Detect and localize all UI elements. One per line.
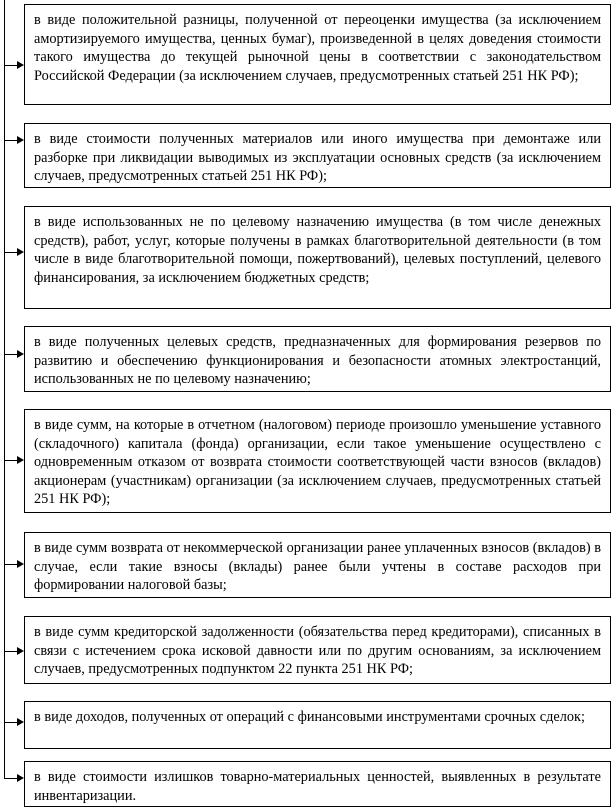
- income-item-text-9: в виде стоимости излишков товарно-материальных ценностей, выявленных в результате инвентаризации.: [34, 769, 601, 804]
- income-item-text-8: в виде доходов, полученных от операций с финансовыми инструментами срочных сделок;: [34, 709, 585, 725]
- income-item-text-5: в виде сумм, на которые в отчетном (налоговом) периоде произошло уменьшение уставного (складочного) капитала (фонда) организации, если такое уменьшение осуществлено с одновременным отказом от возврата стоимости соответствующей части взносов (вкладов) акционерам (участникам) организации (за исключением случаев, предусмотренных статьей 251 НК РФ);: [34, 417, 601, 508]
- arrow-head-2: [17, 136, 24, 144]
- income-item-text-1: в виде положительной разницы, полученной от переоценки имущества (за исключением амортизируемого имущества, ценных бумаг), произведенной в целях доведения стоимости такого имущества до текущей рыночной цены в соответствии с законодательством Российской Федерации (за исключением случаев, предусмотренных статьей 251 НК РФ);: [34, 12, 601, 84]
- income-item-text-3: в виде использованных не по целевому назначению имущества (в том числе денежных средств), работ, услуг, которые получены в рамках благотворительной деятельности (в том числе в виде благотворительной помощи, пожертвований), целевых поступлений, целевого финансирования, за исключением бюджетных средств;: [34, 214, 601, 286]
- arrow-head-4: [17, 350, 24, 358]
- income-item-box-9: [24, 761, 611, 807]
- income-item-text-7: в виде сумм кредиторской задолженности (обязательства перед кредиторами), списанных в связи с истечением срока исковой давности или по другим основаниям, за исключением случаев, предусмотренных подпунктом 22 пункта 251 НК РФ;: [34, 624, 601, 678]
- income-item-text-6: в виде сумм возврата от некоммерческой организации ранее уплаченных взносов (вкладов) в случае, если такие взносы (вклады) ранее были учтены в составе расходов при формировании налоговой базы;: [34, 540, 601, 594]
- arrow-head-1: [17, 61, 24, 69]
- income-item-text-4: в виде полученных целевых средств, предназначенных для формирования резервов по развитию и обеспечению функционирования и безопасности атомных электростанций, использованных не по целевому назначению;: [34, 334, 601, 388]
- income-item-box-5: [24, 409, 611, 513]
- income-item-box-8: [24, 701, 611, 749]
- arrow-head-3: [17, 248, 24, 256]
- vertical-connector-line: [4, 0, 5, 778]
- arrow-head-9: [17, 774, 24, 782]
- arrow-head-5: [17, 456, 24, 464]
- arrow-head-6: [17, 560, 24, 568]
- income-item-box-2: [24, 123, 611, 188]
- income-item-box-1: [24, 4, 611, 105]
- arrow-head-8: [17, 718, 24, 726]
- income-item-box-7: [24, 616, 611, 684]
- income-item-text-2: в виде стоимости полученных материалов или иного имущества при демонтаже или разборке при ликвидации выводимых из эксплуатации основных средств (за исключением случаев, предусмотренных статьей 251 НК РФ);: [34, 131, 601, 185]
- income-item-box-3: [24, 206, 611, 309]
- arrow-head-7: [17, 647, 24, 655]
- income-item-box-4: [24, 326, 611, 392]
- income-item-box-6: [24, 532, 611, 598]
